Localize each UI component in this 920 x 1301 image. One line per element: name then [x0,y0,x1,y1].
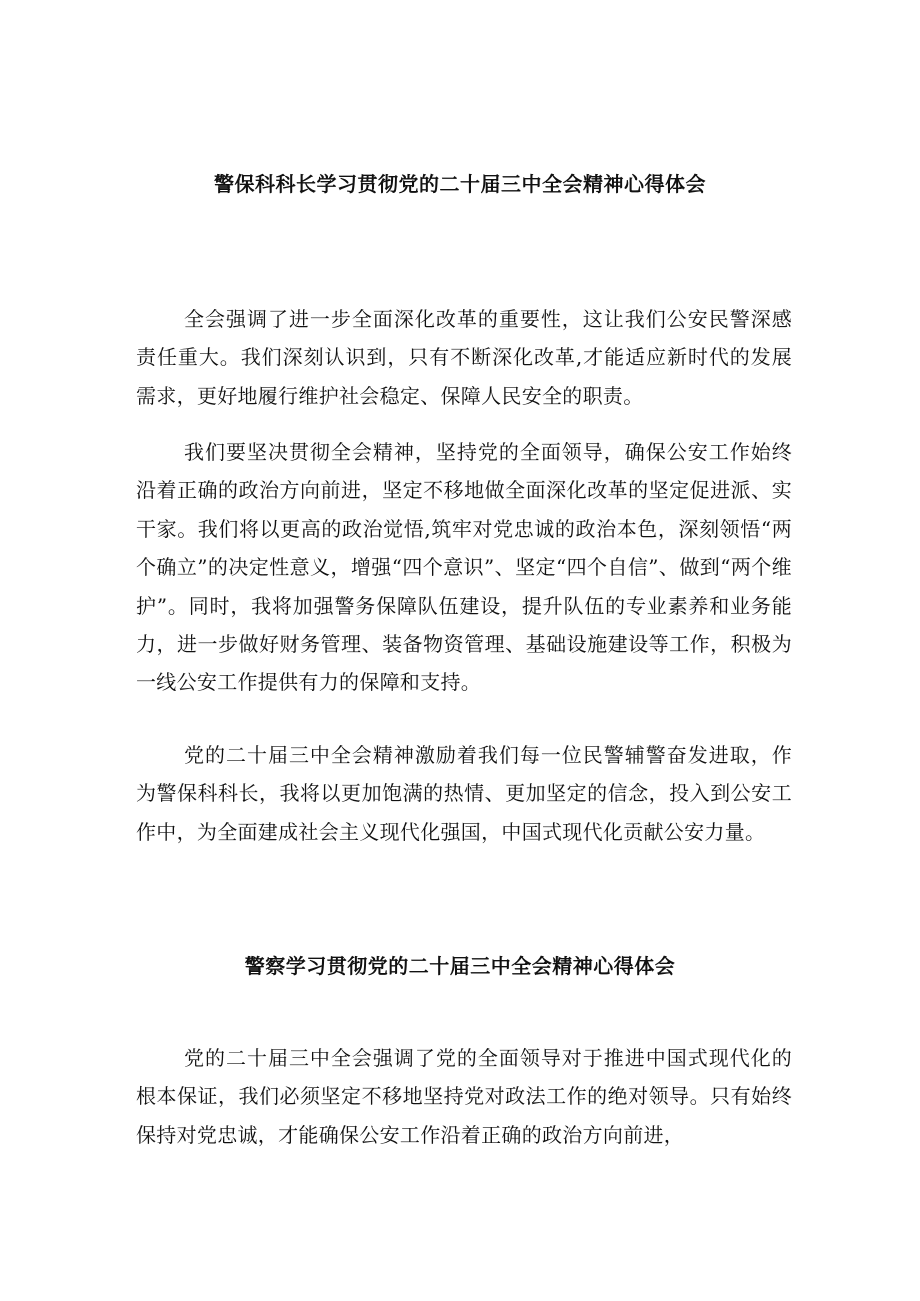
section-2-title: 警察学习贯彻党的二十届三中全会精神心得体会 [244,954,676,978]
section-1-paragraph-3: 党的二十届三中全会精神激励着我们每一位民警辅警奋发进取，作为警保科科长，我将以更加饱满的热情、更加坚定的信念，投入到公安工作中，为全面建成社会主义现代化强国，中国式现代化贡献公安力量。 [136,743,792,844]
section-2-paragraph-1: 党的二十届三中全会强调了党的全面领导对于推进中国式现代化的根本保证，我们必须坚定不移地坚持党对政法工作的绝对领导。只有始终保持对党忠诚，才能确保公安工作沿着正确的政治方向前进， [136,1046,792,1147]
section-1-paragraph-2: 我们要坚决贯彻全会精神，坚持党的全面领导，确保公安工作始终沿着正确的政治方向前进，坚定不移地做全面深化改革的坚定促进派、实干家。我们将以更高的政治觉悟,筑牢对党忠诚的政治本色，深刻领悟“两个确立”的决定性意义，增强“四个意识”、坚定“四个自信”、做到“两个维护”。同时，我将加强警务保障队伍建设，提升队伍的专业素养和业务能力，进一步做好财务管理、装备物资管理、基础设施建设等工作，积极为一线公安工作提供有力的保障和支持。 [136,440,792,695]
section-1-paragraph-1: 全会强调了进一步全面深化改革的重要性，这让我们公安民警深感责任重大。我们深刻认识到，只有不断深化改革,才能适应新时代的发展需求，更好地履行维护社会稳定、保障人民安全的职责。 [136,307,792,408]
section-1-title: 警保科科长学习贯彻党的二十届三中全会精神心得体会 [214,172,706,196]
